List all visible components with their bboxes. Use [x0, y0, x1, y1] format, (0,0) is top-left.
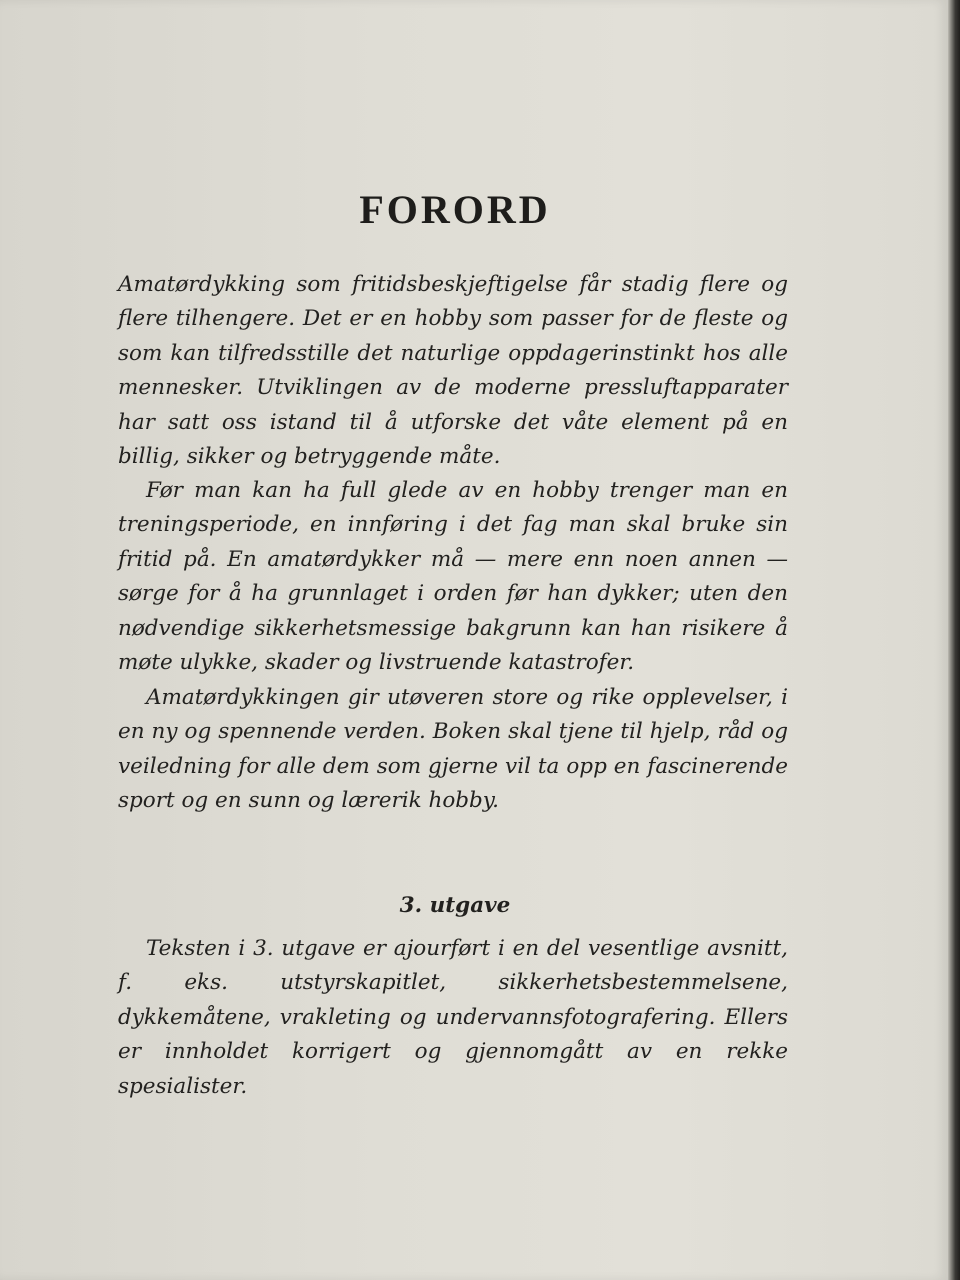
preface-paragraph-3 [118, 681, 788, 819]
edition-heading: 3. utgave [399, 893, 511, 918]
paragraph-text: Teksten i 3. utgave er ajourført i en del vesentlige avsnitt, f. eks. utstyrskapitlet, sikkerhetsbestemmelsene, dykkemåtene, vrakleting og undervannsfotografering. Ellers er innholdet korrigert og gjennomgått av en rekke spesialister. [118, 936, 788, 1099]
preface-paragraph-1 [118, 268, 788, 474]
page-edge-shadow [948, 0, 960, 1280]
edition-paragraph [118, 932, 788, 1104]
paragraph-text: Før man kan ha full glede av en hobby trenger man en treningsperiode, en innføring i det fag man skal bruke sin fritid på. En amatørdykker må — mere enn noen annen — sørge for å ha grunnlaget i orden før han dykker; uten den nødvendige sikkerhetsmessige bakgrunn kan han risikere å møte ulykke, skader og livstruende katastrofer. [118, 478, 788, 676]
paragraph-text: Amatørdykking som fritidsbeskjeftigelse får stadig flere og flere tilhengere. Det er en hobby som passer for de fleste og som kan tilfredsstille det naturlige oppdagerinstinkt hos alle mennesker. Utviklingen av de moderne pressluftapparater har satt oss istand til å utforske det våte element på en billig, sikker og betryggende måte. [118, 272, 788, 470]
paragraph-text: Amatørdykkingen gir utøveren store og rike opplevelser, i en ny og spennende verden. Boken skal tjene til hjelp, råd og veiledning for alle dem som gjerne vil ta opp en fascinerende sport og en sunn og lærerik hobby. [118, 685, 788, 814]
preface-paragraph-2 [118, 474, 788, 680]
page-title: FORORD [359, 187, 551, 232]
